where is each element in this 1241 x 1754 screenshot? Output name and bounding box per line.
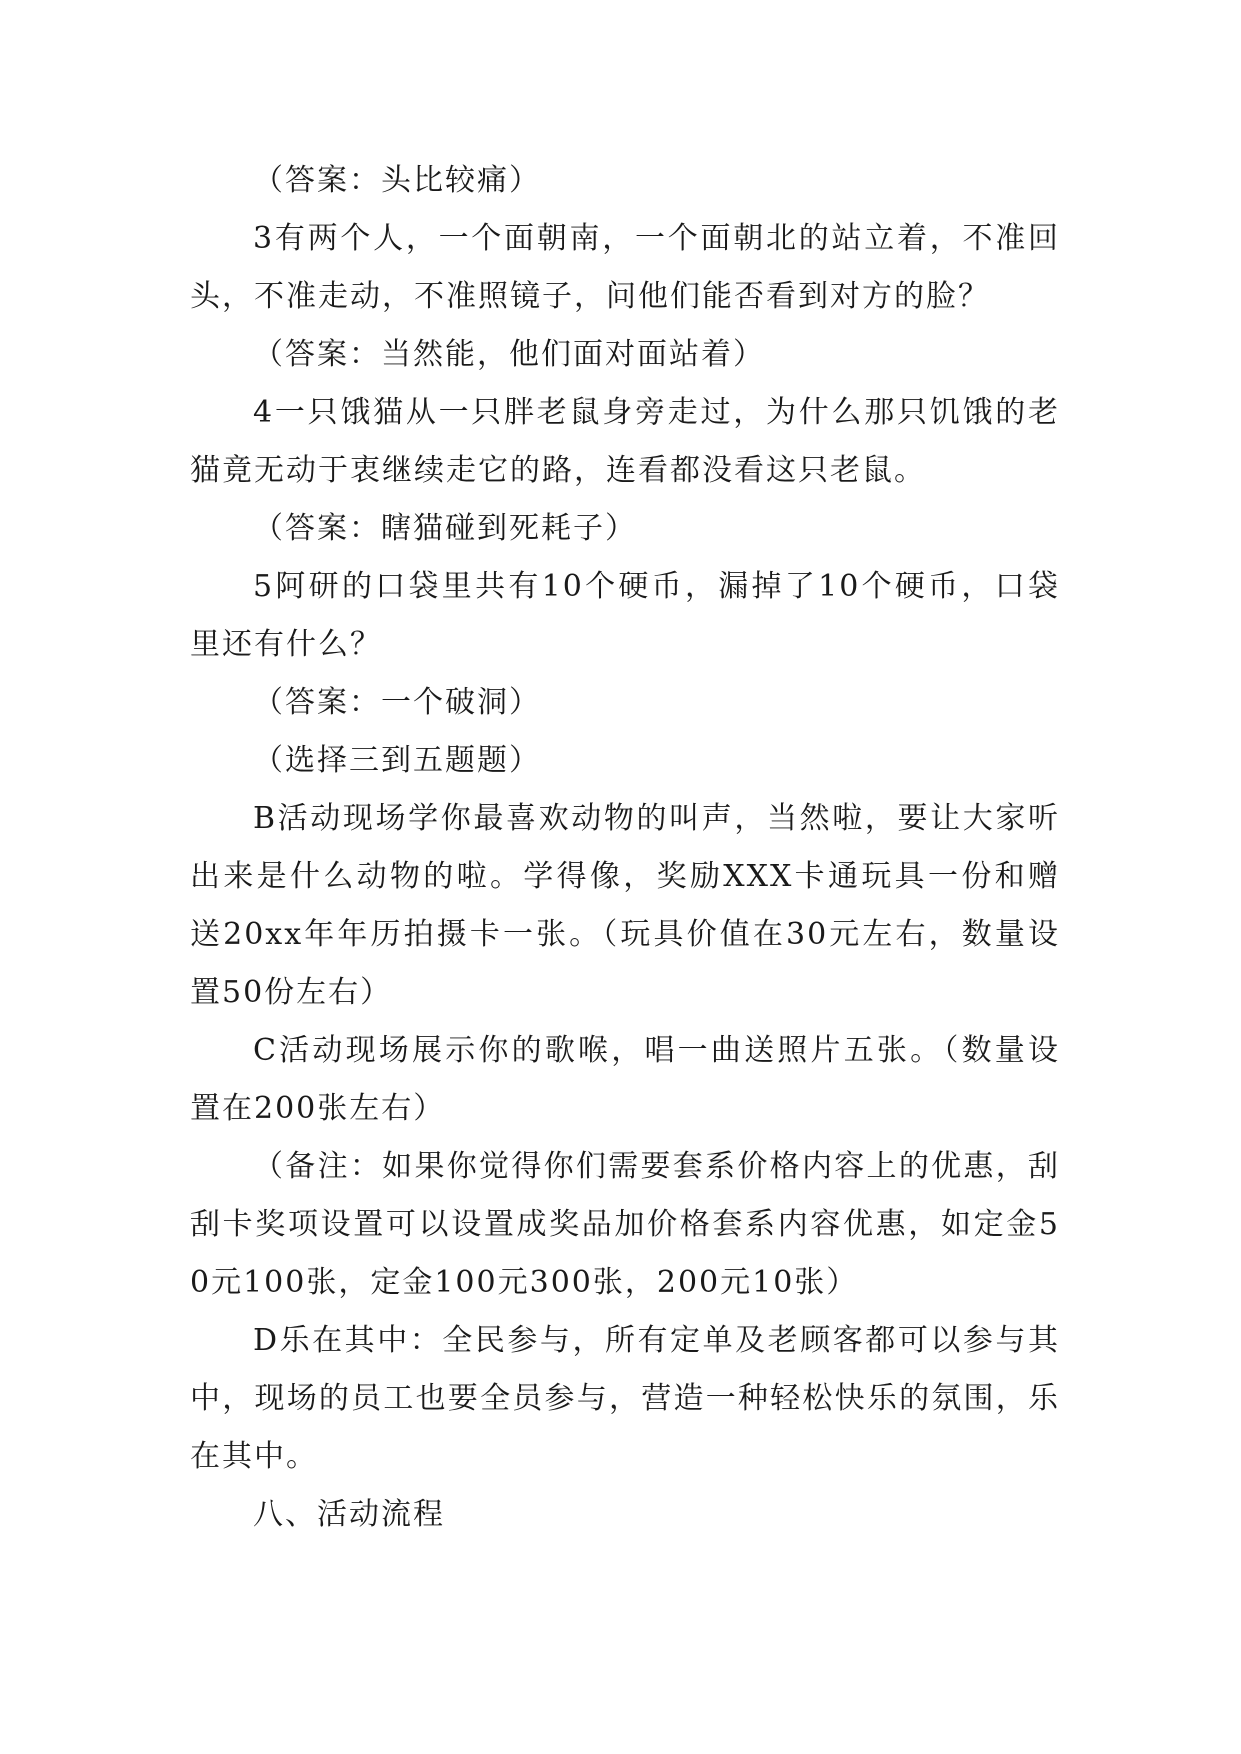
question-3: 3有两个人，一个面朝南，一个面朝北的站立着，不准回头，不准走动，不准照镜子，问他们能否看到对方的脸？ bbox=[190, 221, 1060, 314]
selection-note: （选择三到五题题） bbox=[253, 743, 541, 778]
answer-3: （答案：当然能，他们面对面站着） bbox=[253, 337, 765, 372]
activity-c: C活动现场展示你的歌喉，唱一曲送照片五张。（数量设置在200张左右） bbox=[190, 1033, 1060, 1126]
answer-4: （答案：瞎猫碰到死耗子） bbox=[253, 511, 637, 546]
answer-1: （答案：头比较痛） bbox=[253, 163, 541, 198]
activity-d: D乐在其中：全民参与，所有定单及老顾客都可以参与其中，现场的员工也要全员参与，营造一种轻松快乐的氛围，乐在其中。 bbox=[190, 1323, 1060, 1474]
document-body bbox=[190, 152, 1060, 1544]
question-4: 4一只饿猫从一只胖老鼠身旁走过，为什么那只饥饿的老猫竟无动于衷继续走它的路，连看都没看这只老鼠。 bbox=[190, 395, 1060, 488]
section-heading-process: 八、活动流程 bbox=[253, 1497, 445, 1532]
activity-b: B活动现场学你最喜欢动物的叫声，当然啦，要让大家听出来是什么动物的啦。学得像，奖励XXX卡通玩具一份和赠送20xx年年历拍摄卡一张。（玩具价值在30元左右，数量设置50份左右） bbox=[190, 801, 1060, 1010]
remark-paragraph: （备注：如果你觉得你们需要套系价格内容上的优惠，刮刮卡奖项设置可以设置成奖品加价格套系内容优惠，如定金50元100张，定金100元300张，200元10张） bbox=[190, 1149, 1060, 1300]
question-5: 5阿研的口袋里共有10个硬币，漏掉了10个硬币，口袋里还有什么？ bbox=[190, 569, 1060, 662]
answer-5: （答案：一个破洞） bbox=[253, 685, 541, 720]
